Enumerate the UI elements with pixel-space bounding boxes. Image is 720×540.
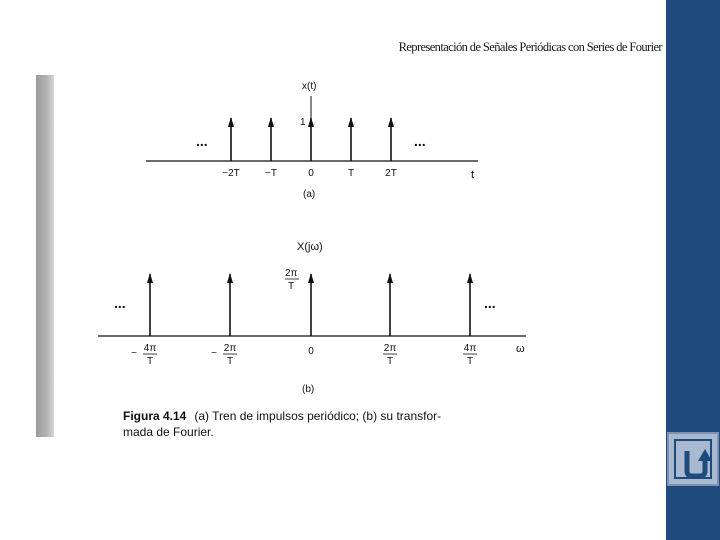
- ellipsis-left-b: ...: [114, 295, 126, 311]
- x-axis-label-b: ω: [516, 343, 525, 355]
- part-label-a: (a): [303, 189, 316, 200]
- caption-line-2: mada de Fourier.: [123, 425, 214, 439]
- slide-title: Representación de Señales Periódicas con Series de Fourier: [398, 40, 662, 54]
- ellipsis-right-a: ...: [414, 133, 426, 149]
- tick-label-b-0: [131, 343, 157, 367]
- tick-den-b-4: T: [466, 356, 474, 367]
- tick-den-b-0: T: [146, 356, 154, 367]
- ellipsis-right-b: ...: [484, 295, 496, 311]
- tick-label-b-4: [463, 343, 477, 367]
- tick-label-b-2: [308, 346, 314, 357]
- tick-label-a-1: −T: [265, 168, 277, 179]
- tick-den-b-3: T: [386, 356, 394, 367]
- y-label-a: x(t): [302, 81, 317, 92]
- amplitude-num-b: 2π: [285, 268, 298, 279]
- caption-label: Figura 4.14: [123, 409, 187, 423]
- amplitude-den-b: T: [288, 281, 295, 292]
- y-label-b: X(jω): [297, 241, 323, 253]
- tick-label-a-2: 0: [308, 168, 314, 179]
- tick-label-a-4: 2T: [385, 168, 397, 179]
- tick-label-a-3: T: [347, 168, 355, 179]
- caption-line-1: (a) Tren de impulsos periódico; (b) su transfor-: [194, 409, 442, 423]
- tick-num-b-3: 2π: [383, 343, 397, 354]
- tick-label-b-1: [211, 343, 237, 367]
- amplitude-a: 1: [300, 117, 306, 128]
- tick-sign-b-0: −: [131, 348, 137, 359]
- tick-label-b-3: [383, 343, 397, 367]
- tick-label-a-0: −2T: [222, 168, 240, 179]
- x-axis-label-a: t: [471, 169, 475, 181]
- figure-caption: [123, 408, 441, 440]
- tick-den-b-1: T: [226, 356, 234, 367]
- tick-num-b-0: 4π: [143, 343, 157, 354]
- tick-num-b-1: 2π: [223, 343, 237, 354]
- part-label-b: (b): [302, 384, 315, 395]
- ellipsis-left-a: ...: [196, 133, 208, 149]
- tick-sign-b-1: −: [211, 348, 217, 359]
- tick-num-b-4: 4π: [463, 343, 477, 354]
- tick-num-b-2: 0: [308, 346, 314, 357]
